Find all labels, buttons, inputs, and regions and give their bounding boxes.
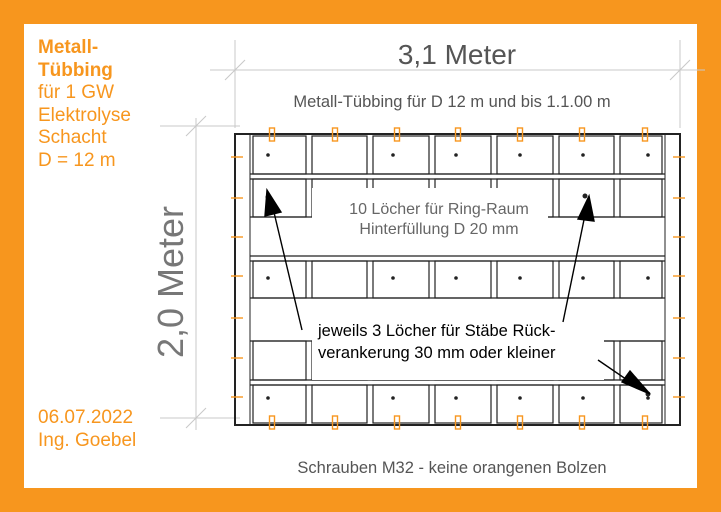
hole-dot (266, 153, 270, 157)
side-title-line3: für 1 GW (38, 82, 115, 103)
bolt-note: Schrauben M32 - keine orangenen Bolzen (297, 459, 607, 477)
hole-dot (518, 153, 522, 157)
cell (373, 385, 429, 423)
cell (620, 261, 662, 298)
hole-dot (646, 396, 650, 400)
hole-dot (518, 276, 522, 280)
cell (253, 385, 306, 423)
hole-dot (266, 276, 270, 280)
panel-outline (235, 134, 680, 425)
arrow-head-1 (265, 190, 281, 216)
side-title-line4: Elektrolyse (38, 104, 131, 126)
hole-dot (391, 153, 395, 157)
hole-dot (454, 153, 458, 157)
cell (312, 385, 367, 423)
side-title (38, 37, 131, 172)
cell (312, 136, 367, 174)
hole-dot (581, 396, 585, 400)
cell (435, 136, 491, 174)
side-title-line6: D = 12 m (38, 149, 116, 171)
cell (435, 261, 491, 298)
anchor-note-line1: jeweils 3 Löcher für Stäbe Rück- (318, 322, 556, 340)
cell (620, 179, 662, 217)
cell (497, 136, 553, 174)
cell (312, 261, 367, 298)
side-footer (38, 407, 136, 452)
cell (620, 341, 662, 380)
anchor-hole (583, 194, 588, 199)
drawing-subtitle: Metall-Tübbing für D 12 m und bis 1.1.00 m (293, 93, 611, 111)
width-dimension: 3,1 Meter (397, 39, 517, 70)
cell (253, 341, 306, 380)
arrow-head-2 (578, 196, 594, 221)
ring-note-line1: 10 Löcher für Ring-Raum (349, 201, 529, 218)
arrow-head-3 (622, 371, 650, 394)
hole-dot (454, 396, 458, 400)
side-author: Ing. Goebel (38, 429, 137, 451)
anchor-note-line2: verankerung 30 mm oder kleiner (318, 344, 556, 362)
cell (435, 385, 491, 423)
orange-bolts (231, 128, 685, 429)
hole-dot (391, 396, 395, 400)
cell (620, 136, 662, 174)
side-title-line1: Metall- (38, 37, 99, 58)
side-title-line2: Tübbing (38, 59, 113, 81)
ring-note-line2: Hinterfüllung D 20 mm (359, 221, 519, 238)
side-title-line5: Schacht (38, 127, 107, 148)
cell (559, 136, 614, 174)
hole-dot (391, 276, 395, 280)
cell (559, 385, 614, 423)
cell (253, 261, 306, 298)
cell (253, 136, 306, 174)
cell (373, 136, 429, 174)
hole-dot (581, 153, 585, 157)
hole-dot (266, 396, 270, 400)
cell (559, 261, 614, 298)
hole-dot (646, 153, 650, 157)
hole-dot (646, 276, 650, 280)
hole-dot (581, 276, 585, 280)
side-date: 06.07.2022 (38, 407, 134, 428)
hole-dot (518, 396, 522, 400)
cell (373, 261, 429, 298)
hole-dot (454, 276, 458, 280)
cell (497, 261, 553, 298)
height-dimension: 2,0 Meter (150, 205, 191, 359)
cell (497, 385, 553, 423)
